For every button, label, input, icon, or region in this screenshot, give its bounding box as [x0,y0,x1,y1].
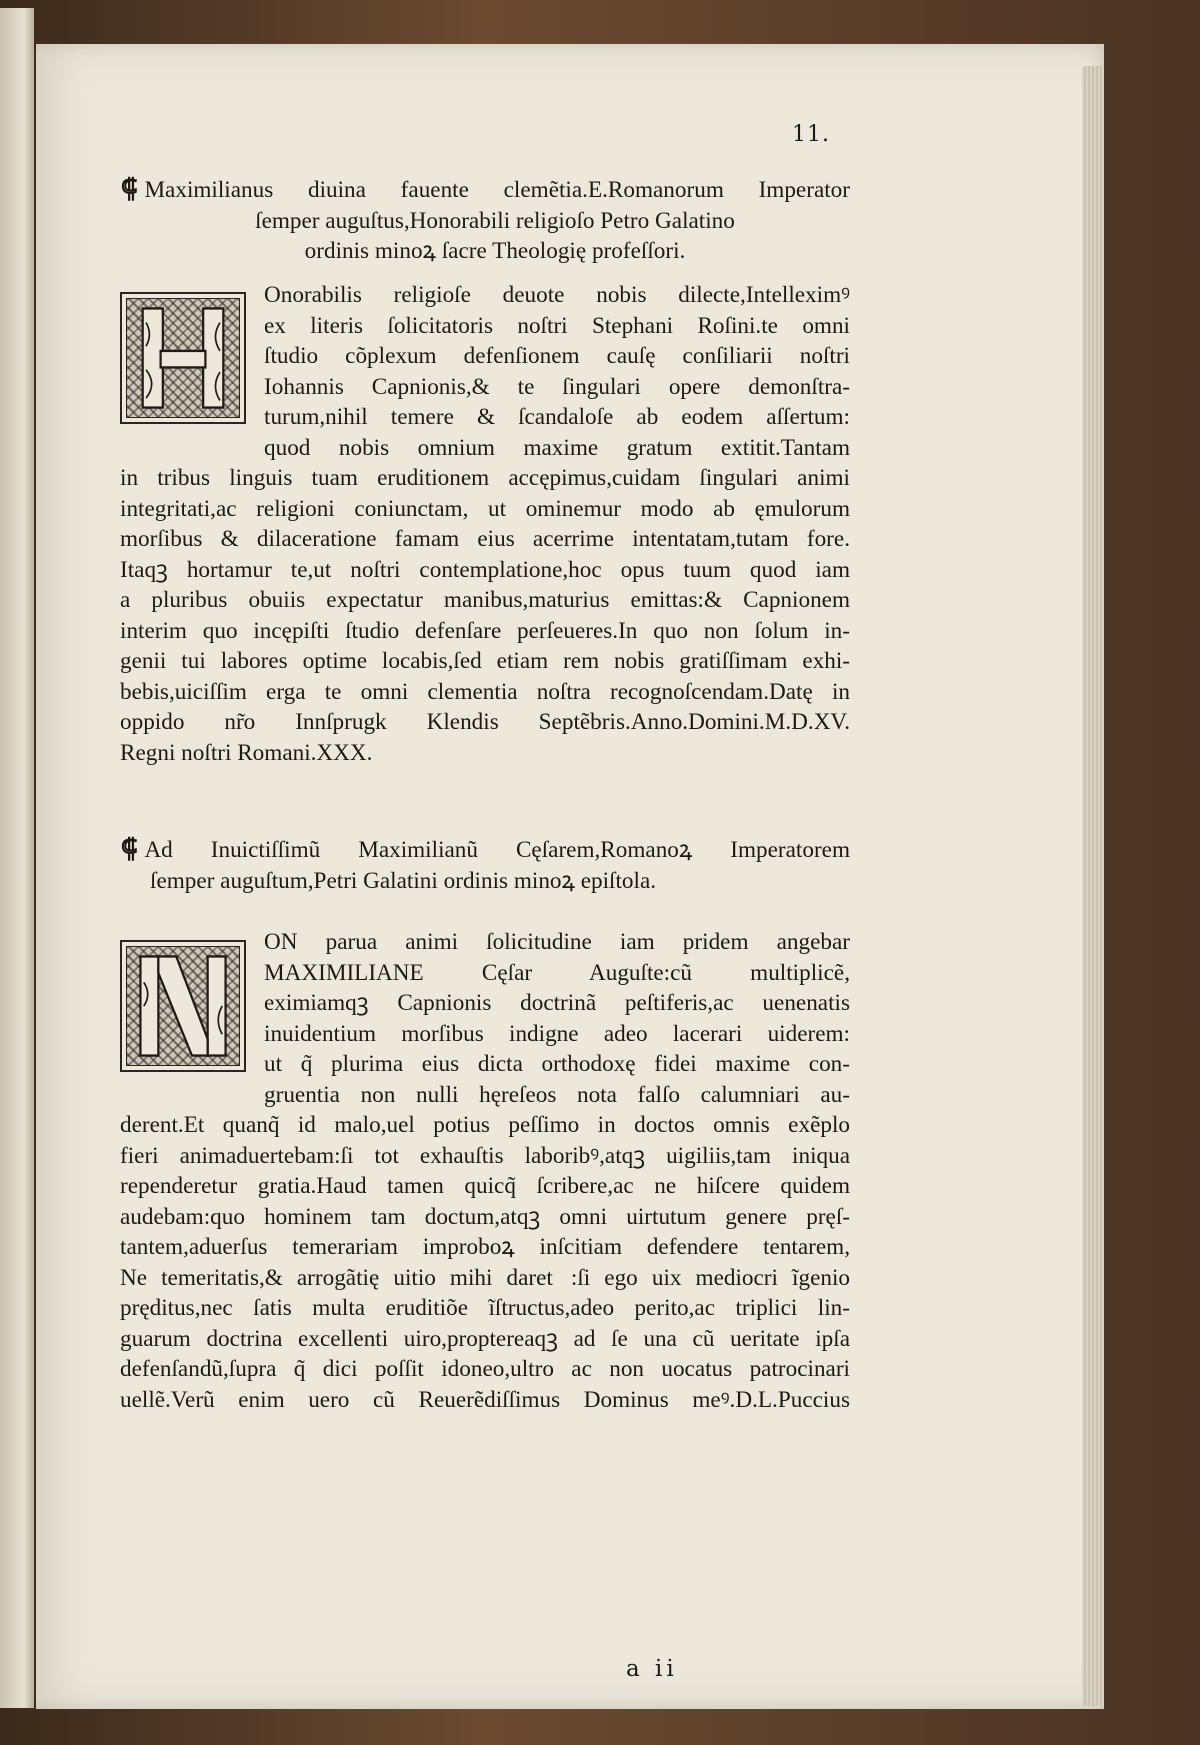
text-line: genii tui labores optime locabis,ſed etiam rem nobis gratiſſimam exhi- [120,648,850,674]
text-line: eximiamqꝫ Capnionis doctrinã peſtiferis,ac uenenatis [264,990,850,1016]
text-line: Iohannis Capnionis,& te ſingulari opere demonſtra- [264,373,850,400]
text-line: fieri animaduertebam:ſi tot exhauſtis laboribꝰ,atqꝫ uigiliis,tam iniqua [120,1142,850,1169]
text-line: rependeretur gratia.Haud tamen quicq̃ ſcribere,ac ne hiſcere quidem [120,1173,850,1199]
text-line: ON parua animi ſolicitudine iam pridem angebar [264,929,850,955]
text-line: MAXIMILIANE Cęſar Auguſte:cũ multiplicẽ, [264,959,850,986]
text-line: Onorabilis religioſe deuote nobis dilecte,Intelleximꝰ [264,282,850,308]
text-line: ut q̃ plurima eius dicta orthodoxę fidei maxime con- [264,1051,850,1077]
heading-line: ⸿ Ad Inuictiſſimũ Maximilianũ Cęſarem,Romanoꝝ Imperatorem [120,834,850,863]
text-line: in tribus linguis tuam eruditionem accępimus,cuidam ſingulari animi [120,465,850,491]
text-line: oppido nr̃o Innſprugk Klendis Septẽbris.Anno.Domini.M.D.XV. [120,709,850,735]
text-line: inuidentium morſibus indigne adeo lacerari uiderem: [264,1020,850,1047]
text-line: guarum doctrina excellenti uiro,proptereaqꝫ ad ſe una cũ ueritate ipſa [120,1325,850,1352]
facing-page-edge [0,8,34,1708]
heading-line: ordinis minoꝝ ſacre Theologię profeſſori. [304,238,686,264]
text-line: Regni noſtri Romani.XXX. [120,739,373,766]
galatinus-epistle-text [120,927,850,1415]
text-line: turum,nihil temere & ſcandaloſe ab eodem aſſertum: [264,404,850,430]
heading-line: ſemper auguſtus,Honorabili religioſo Petro Galatino [255,207,735,234]
paragraph-mark-icon: ⸿ [120,834,138,863]
text-line: ex literis ſolicitatoris noſtri Stephani Roſini.te omni [264,312,850,339]
text-line: bebis,uiciſſim erga te omni clementia noſtra recognoſcendam.Datę in [120,678,850,705]
text-line: interim quo incępiſti ſtudio defenſare perſeueres.In quo non ſolum in- [120,617,850,644]
heading-line: ſemper auguſtum,Petri Galatini ordinis minoꝝ epiſtola. [150,867,657,894]
signature-mark: a ii [626,1656,678,1682]
text-line: a pluribus obuiis expectatur manibus,maturius emittas:& Capnionem [120,587,850,613]
text-line: audebam:quo hominem tam doctum,atqꝫ omni uirtutum genere pręſ- [120,1203,850,1230]
text-line: ſtudio cõplexum defenſionem cauſę conſiliarii noſtri [264,343,850,369]
text-line: Itaqꝫ hortamur te,ut noſtri contemplatione,hoc opus tuum quod iam [120,556,850,583]
text-line: Ne temeritatis,& arrogãtię uitio mihi daretᷣ:ſi ego uix mediocri ĩgenio [120,1264,850,1291]
folio-number: 11. [792,122,830,147]
text-line: integritati,ac religioni coniunctam, ut ominemur modo ab ęmulorum [120,495,850,522]
heading-imperial-letter [120,174,850,267]
text-line: morſibus & dilaceratione famam eius acerrime intentatam,tutam fore. [120,526,850,552]
text-line: quod nobis omnium maxime gratum extitit.Tantam [264,434,850,461]
book-page [36,44,1104,1709]
page-block-edges [1082,66,1104,1706]
imperial-letter-text [120,280,850,768]
text-line: tantem,aduerſus temerariam improboꝝ inſcitiam defendere tentarem, [120,1234,850,1260]
text-line: gruentia non nulli hęreſeos nota falſo calumniari au- [264,1081,850,1108]
heading-galatinus-epistle [120,834,850,896]
text-line: uellẽ.Verũ enim uero cũ Reuerẽdiſſimus Dominus meꝰ.D.L.Puccius [120,1386,850,1413]
heading-line: ⸿ Maximilianus diuina fauente clemẽtia.E.Romanorum Imperator [120,174,850,203]
paragraph-mark-icon: ⸿ [120,174,138,203]
text-line: derent.Et quanq̃ id malo,uel potius peſſimo in doctos omnis exẽplo [120,1112,850,1138]
text-line: pręditus,nec ſatis multa eruditiõe ĩſtructus,adeo perito,ac triplici lin- [120,1295,850,1321]
text-line: defenſandũ,ſupra q̃ dici poſſit idoneo,ultro ac non uocatus patrocinari [120,1356,850,1382]
